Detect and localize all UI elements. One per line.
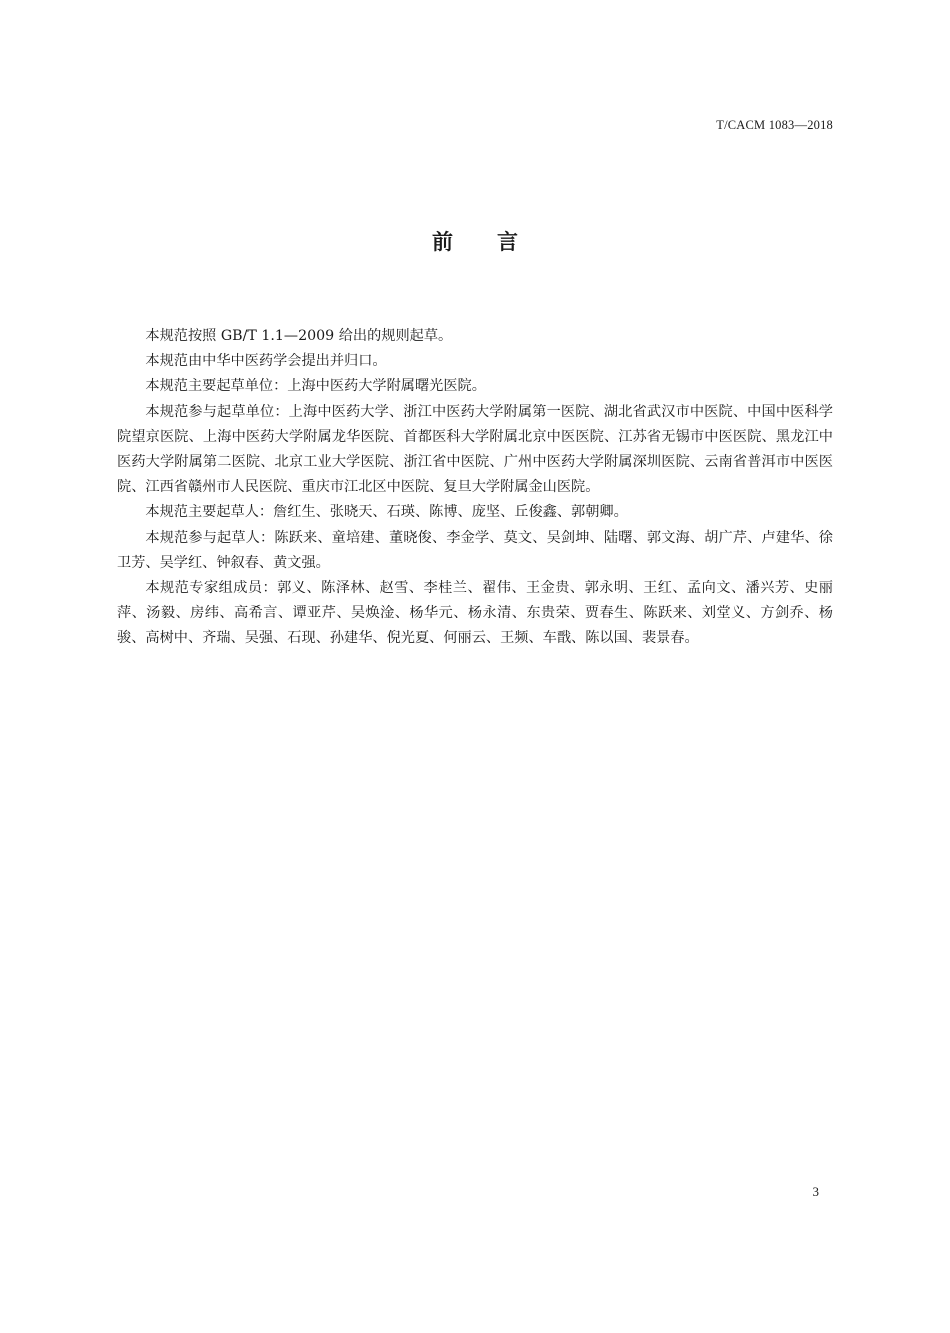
paragraph-main-drafting-unit: 本规范主要起草单位：上海中医药大学附属曙光医院。 <box>145 378 486 395</box>
paragraph-proposer: 本规范由中华中医药学会提出并归口。 <box>145 353 387 370</box>
paragraph-drafting-rules: 本规范按照 GB/T 1.1—2009 给出的规则起草。 <box>145 328 453 344</box>
foreword-body <box>117 324 833 652</box>
paragraph-main-drafters: 本规范主要起草人：詹红生、张晓天、石瑛、陈博、庞坚、丘俊鑫、郭朝卿。 <box>145 504 628 521</box>
paragraph-expert-group: 本规范专家组成员：郭义、陈泽林、赵雪、李桂兰、翟伟、王金贵、郭永明、王红、孟向文、潘兴芳、史丽萍、汤毅、房纬、高希言、谭亚芹、吴焕淦、杨华元、杨永清、东贵荣、贾春生、陈跃来、刘堂义、方剑乔、杨骏、高树中、齐瑞、吴强、石现、孙建华、倪光夏、何丽云、王频、车戬、陈以国、裴景春。 <box>117 580 833 647</box>
page-number: 3 <box>812 1184 819 1199</box>
paragraph-participating-drafters: 本规范参与起草人：陈跃来、童培建、董晓俊、李金学、莫文、吴剑坤、陆曙、郭文海、胡广芹、卢建华、徐卫芳、吴学红、钟叙春、黄文强。 <box>117 529 833 571</box>
page-title: 前言 <box>432 230 562 254</box>
document-code: T/CACM 1083—2018 <box>716 118 833 132</box>
paragraph-participating-units: 本规范参与起草单位：上海中医药大学、浙江中医药大学附属第一医院、湖北省武汉市中医院、中国中医科学院望京医院、上海中医药大学附属龙华医院、首都医科大学附属北京中医医院、江苏省无锡市中医医院、黑龙江中医药大学附属第二医院、北京工业大学医院、浙江省中医院、广州中医药大学附属深圳医院、云南省普洱市中医医院、江西省赣州市人民医院、重庆市江北区中医院、复旦大学附属金山医院。 <box>117 403 833 496</box>
